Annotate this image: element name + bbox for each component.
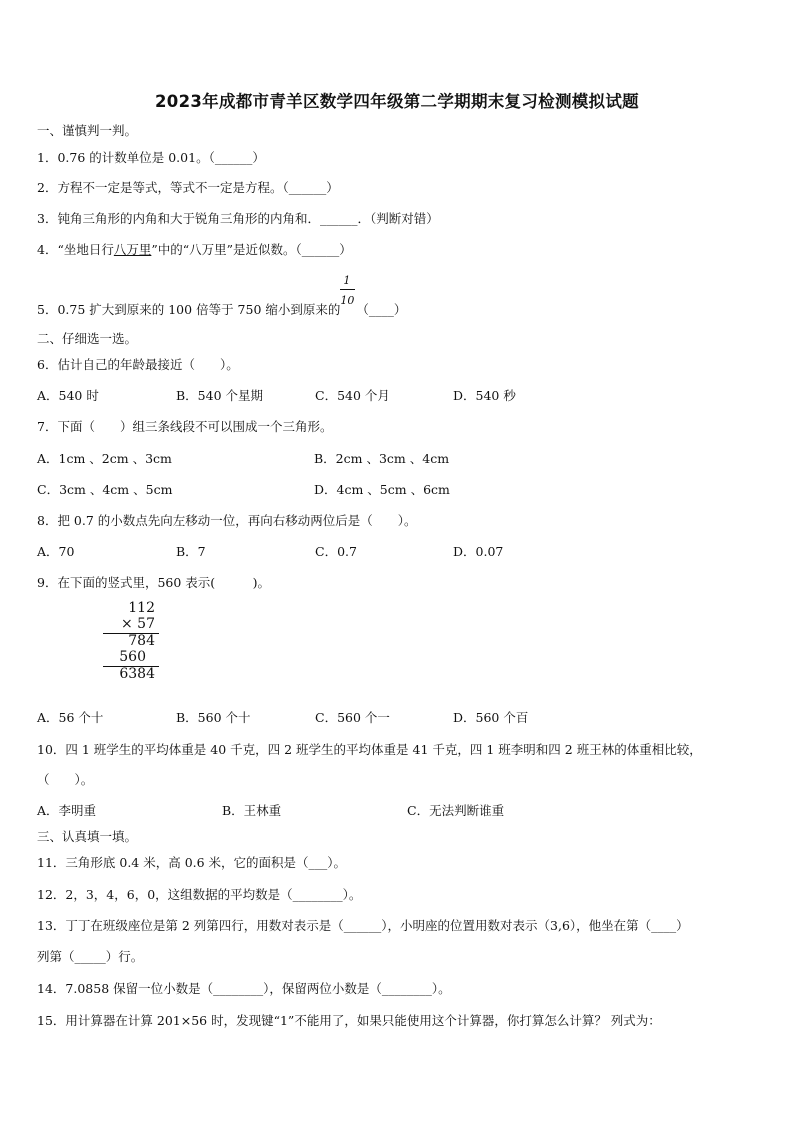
question-6-stem: 6．估计自己的年龄最接近（ ）。	[37, 357, 239, 372]
question-7-option-c: C．3cm 、4cm 、5cm	[37, 482, 173, 497]
question-10-option-a: A．李明重	[37, 803, 97, 818]
question-5-pre: 5．0.75 扩大到原来的 100 倍等于 750 缩小到原来的	[37, 302, 341, 317]
question-10-option-b: B．王林重	[222, 803, 282, 818]
question-6-option-a: A．540 时	[37, 388, 99, 403]
question-9-option-d: D．560 个百	[453, 710, 529, 725]
section-heading-fill: 三、认真填一填。	[37, 829, 138, 844]
question-8-option-c: C．0.7	[315, 544, 357, 559]
question-13-line-1: 13．丁丁在班级座位是第 2 列第四行，用数对表示是（______），小明座的位置用数对表示（3,6），他坐在第（____）	[37, 918, 689, 933]
question-14: 14．7.0858 保留一位小数是（________），保留两位小数是（________）。	[37, 981, 451, 996]
fraction-numerator: 1	[343, 274, 351, 287]
question-7-stem: 7．下面（ ）组三条线段不可以围成一个三角形。	[37, 419, 333, 434]
question-1: 1．0.76 的计数单位是 0.01。（______）	[37, 150, 265, 165]
question-6-option-b: B．540 个星期	[176, 388, 264, 403]
question-8-option-d: D．0.07	[453, 544, 504, 559]
question-9-stem: 9．在下面的竖式里，560 表示( )。	[37, 575, 271, 590]
calc-multiplicand: 112	[128, 600, 155, 616]
question-15: 15．用计算器在计算 201×56 时，发现键“1”不能用了，如果只能使用这个计算器，你打算怎么计算？ 列式为：	[37, 1013, 661, 1028]
question-8-stem: 8．把 0.7 的小数点先向左移动一位，再向右移动两位后是（ ）。	[37, 513, 417, 528]
question-6-option-d: D．540 秒	[453, 388, 516, 403]
question-7-option-b: B．2cm 、3cm 、4cm	[314, 451, 450, 466]
question-7-option-d: D．4cm 、5cm 、6cm	[314, 482, 450, 497]
question-4-pre: 4．“坐地日行	[37, 242, 114, 257]
question-8-option-b: B．7	[176, 544, 206, 559]
question-10-option-c: C．无法判断谁重	[407, 803, 505, 818]
fraction-denominator: 10	[340, 294, 355, 307]
question-4-post: ”中的“八万里”是近似数。（______）	[151, 242, 352, 257]
section-heading-judge: 一、谨慎判一判。	[37, 123, 138, 138]
vertical-multiplication	[103, 600, 163, 685]
question-7-option-a: A．1cm 、2cm 、3cm	[37, 451, 172, 466]
question-10-stem-cont: （ ）。	[37, 772, 94, 787]
calc-partial-2: 560	[119, 649, 146, 665]
question-9-option-a: A．56 个十	[37, 710, 104, 725]
question-3: 3．钝角三角形的内角和大于锐角三角形的内角和．______．（判断对错）	[37, 211, 439, 226]
page-title: 2023年成都市青羊区数学四年级第二学期期末复习检测模拟试题	[155, 92, 639, 111]
fraction-bar	[340, 289, 355, 290]
question-13-line-2: 列第（_____）行。	[37, 949, 144, 964]
question-12: 12．2，3，4，6，0，这组数据的平均数是（________）。	[37, 887, 362, 902]
question-4-underlined: 八万里	[113, 242, 152, 257]
question-5	[37, 274, 407, 318]
question-6-option-c: C．540 个月	[315, 388, 390, 403]
question-9-option-c: C．560 个一	[315, 710, 390, 725]
section-heading-choose: 二、仔细选一选。	[37, 331, 138, 346]
question-4	[37, 240, 352, 258]
calc-partial-1: 784	[128, 633, 155, 649]
question-9-option-b: B．560 个十	[176, 710, 251, 725]
calc-product: 6384	[119, 666, 155, 682]
question-5-post: （____）	[356, 302, 407, 317]
fraction-one-tenth	[340, 274, 356, 314]
question-10-stem: 10．四 1 班学生的平均体重是 40 千克，四 2 班学生的平均体重是 41 千克，四 1 班李明和四 2 班王林的体重相比较，	[37, 742, 702, 757]
question-11: 11．三角形底 0.4 米，高 0.6 米，它的面积是（___）。	[37, 855, 347, 870]
question-8-option-a: A．70	[37, 544, 75, 559]
calc-multiplier: × 57	[121, 616, 155, 632]
question-2: 2．方程不一定是等式，等式不一定是方程。（______）	[37, 180, 339, 195]
